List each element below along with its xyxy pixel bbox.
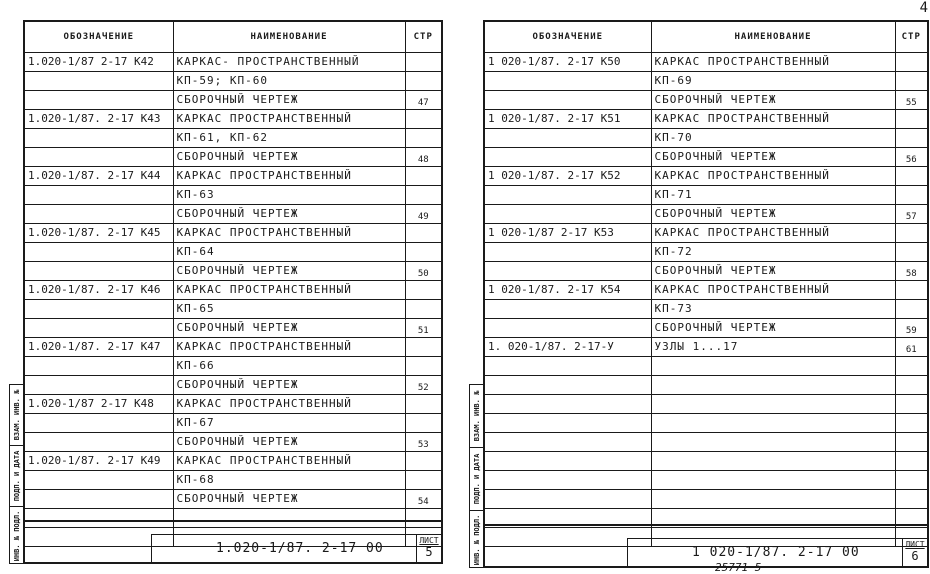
name-cell bbox=[651, 490, 895, 509]
designation-cell bbox=[485, 319, 651, 338]
name-cell: СБОРОЧНЫЙ ЧЕРТЕЖ bbox=[173, 376, 405, 395]
sheet-box bbox=[416, 534, 441, 562]
name-cell: СБОРОЧНЫЙ ЧЕРТЕЖ bbox=[651, 205, 895, 224]
designation-cell: 1. 020-1/87. 2-17-У bbox=[485, 338, 651, 357]
side-cell: ИНВ. № ПОДЛ. bbox=[472, 514, 481, 566]
page-cell bbox=[895, 300, 927, 319]
page-cell bbox=[405, 186, 441, 205]
stamp-code-box bbox=[151, 534, 417, 562]
table-row bbox=[25, 338, 441, 357]
stamp-code: 1.020-1/87. 2-17 00 bbox=[216, 541, 384, 556]
designation-cell: 1 020-1/87. 2-17 К51 bbox=[485, 110, 651, 129]
designation-cell bbox=[25, 205, 173, 224]
name-cell bbox=[651, 395, 895, 414]
page-cell bbox=[405, 129, 441, 148]
designation-cell bbox=[485, 300, 651, 319]
page-cell: 52 bbox=[405, 376, 441, 395]
designation-cell bbox=[25, 148, 173, 167]
side-cell: ПОДП. И ДАТА bbox=[10, 446, 23, 507]
page-cell: 58 bbox=[895, 262, 927, 281]
table-row bbox=[25, 376, 441, 395]
page-cell bbox=[895, 167, 927, 186]
table-row bbox=[485, 433, 927, 452]
designation-cell bbox=[25, 357, 173, 376]
name-cell bbox=[651, 452, 895, 471]
page-cell bbox=[895, 433, 927, 452]
table-row bbox=[25, 471, 441, 490]
designation-cell: 1.020-1/87. 2-17 К47 bbox=[25, 338, 173, 357]
table-row bbox=[25, 186, 441, 205]
page-cell bbox=[895, 357, 927, 376]
designation-cell bbox=[485, 262, 651, 281]
page-cell bbox=[895, 471, 927, 490]
page-cell bbox=[405, 414, 441, 433]
name-cell: КАРКАС ПРОСТРАНСТВЕННЫЙ bbox=[173, 110, 405, 129]
sheet-box bbox=[902, 538, 927, 566]
table-row bbox=[485, 243, 927, 262]
name-cell: СБОРОЧНЫЙ ЧЕРТЕЖ bbox=[173, 148, 405, 167]
name-cell bbox=[651, 376, 895, 395]
page-cell bbox=[405, 357, 441, 376]
designation-cell bbox=[485, 433, 651, 452]
page-cell: 50 bbox=[405, 262, 441, 281]
designation-cell bbox=[485, 490, 651, 509]
name-cell: КП-73 bbox=[651, 300, 895, 319]
table-row bbox=[25, 91, 441, 110]
designation-cell bbox=[485, 471, 651, 490]
designation-cell bbox=[25, 471, 173, 490]
designation-cell bbox=[25, 414, 173, 433]
sheet-label: ЛИСТ bbox=[419, 536, 439, 545]
table-row bbox=[485, 148, 927, 167]
name-cell: КП-61, КП-62 bbox=[173, 129, 405, 148]
name-cell bbox=[651, 471, 895, 490]
name-cell: КАРКАС ПРОСТРАНСТВЕННЫЙ bbox=[651, 53, 895, 72]
sheet-number: 6 bbox=[911, 549, 919, 563]
name-cell: СБОРОЧНЫЙ ЧЕРТЕЖ bbox=[173, 319, 405, 338]
name-cell: КАРКАС ПРОСТРАНСТВЕННЫЙ bbox=[651, 224, 895, 243]
name-cell: КП-72 bbox=[651, 243, 895, 262]
name-cell: КАРКАС ПРОСТРАНСТВЕННЫЙ bbox=[651, 281, 895, 300]
header-row bbox=[485, 22, 927, 53]
page-cell bbox=[895, 110, 927, 129]
designation-cell bbox=[485, 414, 651, 433]
name-cell: КАРКАС ПРОСТРАНСТВЕННЫЙ bbox=[173, 224, 405, 243]
spec-table-right bbox=[485, 22, 927, 547]
table-row bbox=[25, 319, 441, 338]
page-cell bbox=[405, 300, 441, 319]
name-cell: СБОРОЧНЫЙ ЧЕРТЕЖ bbox=[173, 490, 405, 509]
table-row bbox=[485, 91, 927, 110]
designation-cell: 1.020-1/87. 2-17 К45 bbox=[25, 224, 173, 243]
page-cell bbox=[405, 243, 441, 262]
name-cell: КП-64 bbox=[173, 243, 405, 262]
table-row bbox=[25, 414, 441, 433]
table-row bbox=[25, 110, 441, 129]
table-row bbox=[25, 243, 441, 262]
table-row bbox=[485, 205, 927, 224]
name-cell: СБОРОЧНЫЙ ЧЕРТЕЖ bbox=[173, 433, 405, 452]
designation-cell bbox=[485, 205, 651, 224]
page-cell: 51 bbox=[405, 319, 441, 338]
designation-cell: 1.020-1/87. 2-17 К46 bbox=[25, 281, 173, 300]
table-row bbox=[25, 224, 441, 243]
page-cell bbox=[895, 186, 927, 205]
corner-mark: 4 bbox=[919, 0, 928, 16]
name-cell: СБОРОЧНЫЙ ЧЕРТЕЖ bbox=[173, 205, 405, 224]
header-name: НАИМЕНОВАНИЕ bbox=[651, 22, 895, 53]
name-cell: КАРКАС ПРОСТРАНСТВЕННЫЙ bbox=[651, 110, 895, 129]
name-cell bbox=[651, 357, 895, 376]
designation-cell bbox=[25, 262, 173, 281]
sheet-right bbox=[463, 0, 930, 574]
page-cell bbox=[895, 414, 927, 433]
page-cell bbox=[895, 224, 927, 243]
table-row bbox=[25, 281, 441, 300]
page-cell: 47 bbox=[405, 91, 441, 110]
designation-cell bbox=[485, 376, 651, 395]
table-row bbox=[485, 262, 927, 281]
page-cell bbox=[895, 243, 927, 262]
table-row bbox=[485, 72, 927, 91]
designation-cell: 1.020-1/87 2-17 К42 bbox=[25, 53, 173, 72]
name-cell: КАРКАС ПРОСТРАНСТВЕННЫЙ bbox=[173, 167, 405, 186]
table-row bbox=[485, 414, 927, 433]
designation-cell bbox=[25, 433, 173, 452]
table-row bbox=[25, 262, 441, 281]
side-cell: ПОДП. И ДАТА bbox=[470, 448, 483, 511]
spec-table-left bbox=[25, 22, 441, 547]
name-cell: СБОРОЧНЫЙ ЧЕРТЕЖ bbox=[651, 148, 895, 167]
page-cell: 48 bbox=[405, 148, 441, 167]
name-cell: КАРКАС- ПРОСТРАНСТВЕННЫЙ bbox=[173, 53, 405, 72]
name-cell: КАРКАС ПРОСТРАНСТВЕННЫЙ bbox=[173, 452, 405, 471]
designation-cell: 1.020-1/87 2-17 К48 bbox=[25, 395, 173, 414]
page-cell: 57 bbox=[895, 205, 927, 224]
name-cell: КП-65 bbox=[173, 300, 405, 319]
designation-cell bbox=[25, 243, 173, 262]
table-row bbox=[25, 148, 441, 167]
name-cell bbox=[651, 433, 895, 452]
page-cell bbox=[895, 129, 927, 148]
side-strip-left bbox=[9, 384, 23, 564]
title-block-left bbox=[25, 520, 441, 562]
side-cell: ВЗАМ. ИНВ. № bbox=[10, 385, 23, 446]
name-cell bbox=[651, 414, 895, 433]
stamp-code-box bbox=[627, 538, 903, 566]
name-cell: СБОРОЧНЫЙ ЧЕРТЕЖ bbox=[651, 91, 895, 110]
side-cell: ИНВ. № ПОДЛ. bbox=[12, 510, 21, 562]
name-cell: КП-67 bbox=[173, 414, 405, 433]
designation-cell bbox=[25, 129, 173, 148]
table-row bbox=[485, 338, 927, 357]
name-cell: КП-63 bbox=[173, 186, 405, 205]
header-designation: ОБОЗНАЧЕНИЕ bbox=[485, 22, 651, 53]
page-cell bbox=[895, 376, 927, 395]
table-row bbox=[25, 433, 441, 452]
name-cell: КАРКАС ПРОСТРАНСТВЕННЫЙ bbox=[173, 338, 405, 357]
name-cell: КП-59; КП-60 bbox=[173, 72, 405, 91]
table-row bbox=[485, 53, 927, 72]
table-row bbox=[25, 395, 441, 414]
sheet-number: 5 bbox=[425, 545, 433, 559]
designation-cell bbox=[25, 490, 173, 509]
designation-cell bbox=[485, 243, 651, 262]
page-cell bbox=[405, 471, 441, 490]
table-row bbox=[485, 129, 927, 148]
name-cell: КП-68 bbox=[173, 471, 405, 490]
table-row bbox=[485, 395, 927, 414]
table-row bbox=[485, 357, 927, 376]
page-cell bbox=[405, 395, 441, 414]
page-cell: 55 bbox=[895, 91, 927, 110]
table-row bbox=[485, 471, 927, 490]
frame-right bbox=[483, 20, 929, 568]
designation-cell bbox=[25, 186, 173, 205]
designation-cell: 1 020-1/87. 2-17 К54 bbox=[485, 281, 651, 300]
designation-cell: 1 020-1/87. 2-17 К52 bbox=[485, 167, 651, 186]
page-cell bbox=[895, 53, 927, 72]
designation-cell bbox=[25, 91, 173, 110]
side-strip-right bbox=[469, 384, 483, 568]
name-cell: КП-71 bbox=[651, 186, 895, 205]
name-cell: КП-70 bbox=[651, 129, 895, 148]
designation-cell bbox=[25, 319, 173, 338]
page-cell bbox=[405, 110, 441, 129]
archive-number: 25771 5 bbox=[715, 561, 762, 574]
page-cell: 54 bbox=[405, 490, 441, 509]
designation-cell: 1.020-1/87. 2-17 К43 bbox=[25, 110, 173, 129]
designation-cell: 1.020-1/87. 2-17 К44 bbox=[25, 167, 173, 186]
name-cell: УЗЛЫ 1...17 bbox=[651, 338, 895, 357]
table-row bbox=[25, 452, 441, 471]
page-cell bbox=[405, 224, 441, 243]
page-cell bbox=[405, 53, 441, 72]
table-row bbox=[25, 72, 441, 91]
table-row bbox=[485, 490, 927, 509]
page-cell: 56 bbox=[895, 148, 927, 167]
table-row bbox=[485, 376, 927, 395]
designation-cell bbox=[25, 300, 173, 319]
table-row bbox=[25, 129, 441, 148]
table-row bbox=[485, 300, 927, 319]
designation-cell bbox=[25, 376, 173, 395]
name-cell: СБОРОЧНЫЙ ЧЕРТЕЖ bbox=[173, 91, 405, 110]
table-row bbox=[25, 53, 441, 72]
name-cell: СБОРОЧНЫЙ ЧЕРТЕЖ bbox=[173, 262, 405, 281]
title-block-right bbox=[485, 524, 927, 566]
table-row bbox=[25, 357, 441, 376]
page-cell bbox=[895, 452, 927, 471]
name-cell: СБОРОЧНЫЙ ЧЕРТЕЖ bbox=[651, 319, 895, 338]
page-cell bbox=[405, 338, 441, 357]
header-row bbox=[25, 22, 441, 53]
designation-cell bbox=[485, 186, 651, 205]
table-row bbox=[25, 300, 441, 319]
page-cell bbox=[895, 72, 927, 91]
header-name: НАИМЕНОВАНИЕ bbox=[173, 22, 405, 53]
designation-cell bbox=[25, 72, 173, 91]
table-row bbox=[25, 167, 441, 186]
designation-cell: 1 020-1/87. 2-17 К50 bbox=[485, 53, 651, 72]
page-cell bbox=[405, 452, 441, 471]
page-cell bbox=[895, 395, 927, 414]
page-cell: 59 bbox=[895, 319, 927, 338]
page-cell bbox=[895, 281, 927, 300]
page-cell bbox=[895, 490, 927, 509]
page-cell bbox=[405, 167, 441, 186]
name-cell: КАРКАС ПРОСТРАНСТВЕННЫЙ bbox=[173, 395, 405, 414]
header-designation: ОБОЗНАЧЕНИЕ bbox=[25, 22, 173, 53]
name-cell: КП-66 bbox=[173, 357, 405, 376]
table-row bbox=[485, 281, 927, 300]
designation-cell bbox=[485, 357, 651, 376]
table-row bbox=[485, 224, 927, 243]
designation-cell: 1 020-1/87 2-17 К53 bbox=[485, 224, 651, 243]
designation-cell bbox=[485, 129, 651, 148]
header-page: СТР bbox=[895, 22, 927, 53]
table-row bbox=[485, 110, 927, 129]
designation-cell bbox=[485, 395, 651, 414]
frame-left bbox=[23, 20, 443, 564]
name-cell: КАРКАС ПРОСТРАНСТВЕННЫЙ bbox=[173, 281, 405, 300]
table-row bbox=[485, 167, 927, 186]
stamp-code: 1 020-1/87. 2-17 00 bbox=[692, 545, 860, 560]
page-cell: 61 bbox=[895, 338, 927, 357]
page-cell bbox=[405, 72, 441, 91]
table-row bbox=[25, 205, 441, 224]
name-cell: СБОРОЧНЫЙ ЧЕРТЕЖ bbox=[651, 262, 895, 281]
designation-cell bbox=[485, 452, 651, 471]
designation-cell bbox=[485, 91, 651, 110]
designation-cell bbox=[485, 72, 651, 91]
page-cell: 49 bbox=[405, 205, 441, 224]
name-cell: КАРКАС ПРОСТРАНСТВЕННЫЙ bbox=[651, 167, 895, 186]
page-cell: 53 bbox=[405, 433, 441, 452]
table-row bbox=[485, 452, 927, 471]
table-row bbox=[485, 186, 927, 205]
designation-cell: 1.020-1/87. 2-17 К49 bbox=[25, 452, 173, 471]
name-cell: КП-69 bbox=[651, 72, 895, 91]
side-cell: ВЗАМ. ИНВ. № bbox=[470, 385, 483, 448]
sheet-label: ЛИСТ bbox=[905, 540, 925, 549]
header-page: СТР bbox=[405, 22, 441, 53]
designation-cell bbox=[485, 148, 651, 167]
page-cell bbox=[405, 281, 441, 300]
table-row bbox=[25, 490, 441, 509]
sheet-left bbox=[0, 0, 448, 574]
table-row bbox=[485, 319, 927, 338]
